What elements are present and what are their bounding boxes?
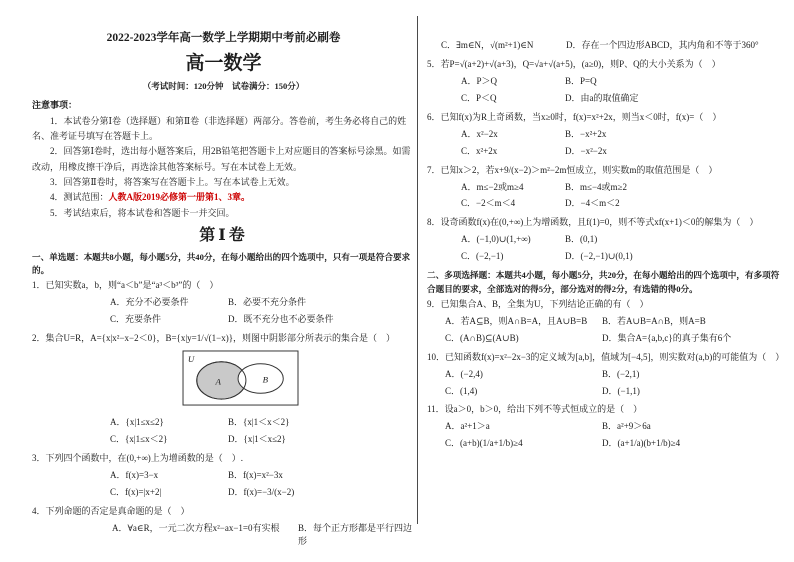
question-10-options-row-2 — [427, 385, 785, 399]
option-9b: B．若A∪B=A∩B，则A=B — [602, 315, 706, 326]
question-4 — [32, 505, 415, 550]
question-3-options-row-1 — [32, 469, 415, 483]
question-7-options-row-1 — [427, 181, 785, 195]
question-11-options-row-1 — [427, 420, 785, 434]
option-2a: A．{x|1≤x≤2} — [110, 416, 164, 427]
option-1a: A．充分不必要条件 — [110, 297, 189, 308]
question-4-stem: 4．下列命题的否定是真命题的是（ ） — [32, 505, 190, 516]
option-6a: A．x²−2x — [461, 128, 498, 139]
option-4a: A．∀a∈R，一元二次方程x²−ax−1=0有实根 — [112, 522, 280, 533]
question-11-stem: 11．设a＞0，b＞0，给出下列不等式恒成立的是（ ） — [427, 404, 643, 415]
option-8c: C．(−2,−1) — [461, 251, 504, 262]
venn-set-b-label: B — [262, 374, 269, 385]
question-2-options-row-2 — [32, 433, 415, 447]
option-11c: C．(a+b)(1/a+1/b)≥4 — [445, 438, 523, 449]
page-title: 高一数学 — [185, 52, 262, 74]
notice-item-4-prefix: 4．测试范围： — [50, 192, 109, 203]
option-7c: C．−2＜m＜4 — [461, 198, 516, 209]
option-10c: C．(1,4) — [445, 385, 478, 396]
option-5c: C．P＜Q — [461, 92, 497, 103]
question-5-stem: 5．若P=√(a+2)+√(a+3)，Q=√a+√(a+5)，(a≥0)，则P、Q的大小关系为（ ） — [427, 58, 721, 69]
volume-1-title: 第Ⅰ卷 — [199, 226, 248, 244]
question-10 — [427, 351, 785, 399]
option-2d: D．{x|1＜x≤2} — [228, 433, 286, 444]
question-4-options-row-1 — [32, 522, 415, 550]
question-3-options-row-2 — [32, 486, 415, 500]
exam-info: （考试时间：120分钟 试卷满分：150分） — [142, 81, 305, 92]
question-7 — [427, 164, 785, 212]
option-8b: B．(0,1) — [565, 234, 598, 245]
option-11a: A．a²+1＞a — [445, 421, 490, 432]
question-7-stem: 7．已知x＞2，若x+9/(x−2)＞m²−2m恒成立，则实数m的取值范围是（ ） — [427, 164, 718, 175]
option-10b: B．(−2,1) — [602, 368, 640, 379]
question-11 — [427, 403, 785, 451]
question-5-options-row-2 — [427, 92, 785, 106]
right-column — [427, 36, 785, 456]
option-3a: A．f(x)=3−x — [110, 469, 159, 480]
option-9c: C．(A∩B)⊆(A∪B) — [445, 332, 519, 343]
question-9-options-row-2 — [427, 332, 785, 346]
column-divider — [417, 16, 418, 524]
question-2-options-row-1 — [32, 416, 415, 430]
question-6-options-row-2 — [427, 145, 785, 159]
option-8d: D．(−2,−1)∪(0,1) — [565, 251, 633, 262]
question-2 — [32, 332, 415, 447]
notice-item-1: 1．本试卷分第Ⅰ卷（选择题）和第Ⅱ卷（非选择题）两部分。答卷前，考生务必将自己的姓名、准考证号填写在答题卡上。 — [32, 115, 407, 142]
option-8a: A．(−1,0)∪(1,+∞) — [461, 234, 531, 245]
venn-diagram-wrap — [182, 350, 415, 412]
option-5a: A．P＞Q — [461, 75, 498, 86]
option-7b: B．m≤−4或m≥2 — [565, 181, 627, 192]
option-10a: A．(−2,4) — [445, 368, 483, 379]
option-1b: B．必要不充分条件 — [228, 297, 307, 308]
question-9 — [427, 298, 785, 346]
question-4-options-row-2 — [427, 39, 785, 53]
question-6 — [427, 111, 785, 159]
question-6-stem: 6．已知f(x)为R上奇函数，当x≥0时，f(x)=x²+2x，则当x＜0时，f(x)=（ ） — [427, 111, 722, 122]
option-3c: C．f(x)=|x+2| — [110, 486, 162, 497]
option-2c: C．{x|1≤x＜2} — [110, 433, 168, 444]
course-line: 2022-2023学年高一数学上学期期中考前必刷卷 — [106, 32, 341, 44]
left-column — [32, 30, 415, 554]
option-4c: C．∃m∈N，√(m²+1)∈N — [441, 40, 534, 50]
notice-item-4-test-range: 人教A版2019必修第一册第1、3章。 — [108, 192, 251, 203]
option-10d: D．(−1,1) — [602, 385, 640, 396]
question-1-stem: 1．已知实数a，b，则“a＜b”是“a³＜b³”的（ ） — [32, 280, 219, 291]
option-6d: D．−x²−2x — [565, 145, 607, 156]
venn-set-b — [238, 364, 283, 393]
option-1c: C．充要条件 — [110, 314, 162, 325]
option-11b: B．a²+9＞6a — [602, 421, 651, 432]
notice-label: 注意事项： — [32, 100, 78, 111]
question-5 — [427, 58, 785, 106]
venn-diagram — [182, 350, 300, 407]
question-8-options-row-2 — [427, 250, 785, 264]
notice-item-2: 2．回答第Ⅰ卷时，选出每小题答案后，用2B铅笔把答题卡上对应题目的答案标号涂黑。如需改动，用橡皮擦干净后，再选涂其他答案标号。写在本试卷上无效。 — [32, 146, 411, 172]
section-1-header: 一、单选题：本题共8小题，每小题5分，共40分，在每小题给出的四个选项中，只有一项是符合要求的。 — [32, 251, 411, 275]
question-3 — [32, 452, 415, 500]
question-10-options-row-1 — [427, 368, 785, 382]
question-8 — [427, 216, 785, 264]
option-6c: C．x²+2x — [461, 145, 498, 156]
option-9a: A．若A⊆B，则A∩B=A，且A∪B=B — [445, 315, 588, 326]
section-2-header: 二、多项选择题：本题共4小题，每小题5分，共20分，在每小题给出的四个选项中，有多项符合题目的要求，全部选对的得5分，部分选对的得2分，有选错的得0分。 — [427, 270, 780, 294]
option-5b: B．P=Q — [565, 75, 597, 86]
option-1d: D．既不充分也不必要条件 — [228, 314, 334, 325]
question-8-options-row-1 — [427, 233, 785, 247]
notice-item-5: 5．考试结束后，将本试卷和答题卡一并交回。 — [50, 207, 235, 218]
option-5d: D．由a的取值确定 — [565, 92, 639, 103]
option-6b: B．−x²+2x — [565, 128, 607, 139]
venn-set-a-label: A — [215, 376, 221, 387]
option-3d: D．f(x)=−3/(x−2) — [228, 486, 295, 497]
question-9-options-row-1 — [427, 315, 785, 329]
option-7a: A．m≤−2或m≥4 — [461, 181, 524, 192]
question-5-options-row-1 — [427, 75, 785, 89]
option-3b: B．f(x)=x²−3x — [228, 469, 283, 480]
option-4d: D．存在一个四边形ABCD，其内角和不等于360° — [566, 40, 759, 50]
option-7d: D．−4＜m＜2 — [565, 198, 620, 209]
question-1-options-row-2 — [32, 313, 415, 327]
question-2-stem: 2．集合U=R，A={x|x²−x−2＜0}，B={x|y=1/√(1−x)}，则图中阴影部分所表示的集合是（ ） — [32, 333, 396, 344]
question-11-options-row-2 — [427, 437, 785, 451]
notice-section — [32, 98, 415, 220]
question-1 — [32, 279, 415, 327]
question-6-options-row-1 — [427, 128, 785, 142]
notice-item-3: 3．回答第Ⅱ卷时，将答案写在答题卡上。写在本试卷上无效。 — [50, 176, 295, 187]
notice-item-4 — [32, 190, 415, 205]
question-10-stem: 10．已知函数f(x)=x²−2x−3的定义域为[a,b]，值域为[−4,5]，则实数对(a,b)的可能值为（ ） — [427, 351, 785, 362]
question-7-options-row-2 — [427, 197, 785, 211]
venn-universe-label: U — [187, 353, 195, 364]
option-2b: B．{x|1＜x＜2} — [228, 416, 290, 427]
option-4b: B．每个正方形都是平行四边形 — [298, 522, 413, 547]
question-8-stem: 8．设奇函数f(x)在(0,+∞)上为增函数，且f(1)=0，则不等式xf(x+1)＜0的解集为（ ） — [427, 217, 759, 228]
question-4-continued — [427, 39, 785, 53]
question-9-stem: 9．已知集合A、B，全集为U，下列结论正确的有（ ） — [427, 298, 649, 309]
option-9d: D．集合A={a,b,c}的真子集有6个 — [602, 332, 732, 343]
question-1-options-row-1 — [32, 296, 415, 310]
question-3-stem: 3．下列四个函数中，在(0,+∞)上为增函数的是（ ）. — [32, 452, 243, 463]
option-11d: D．(a+1/a)(b+1/b)≥4 — [602, 438, 681, 449]
